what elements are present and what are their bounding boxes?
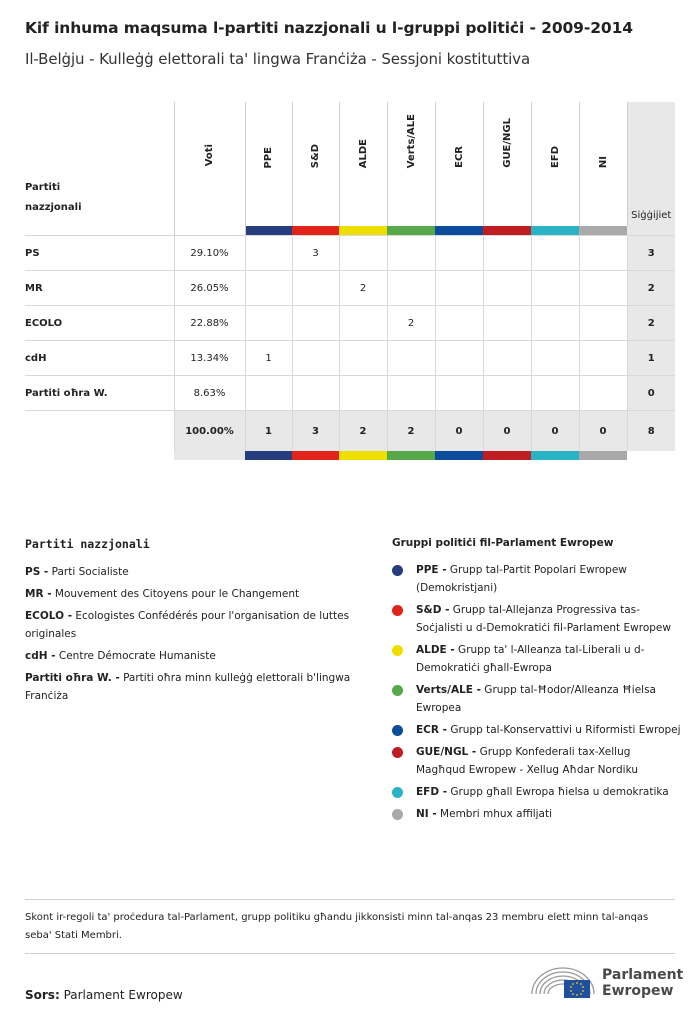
group-header-alde	[339, 102, 387, 226]
divider	[25, 899, 675, 900]
seat-cell	[579, 341, 627, 376]
votes-cell: 29.10%	[174, 236, 245, 271]
seat-cell	[292, 271, 339, 306]
group-fullname: Grupp għall Ewropa ħielsa u demokratika	[447, 786, 669, 798]
party-legend-item	[25, 607, 360, 643]
group-color-bar	[531, 226, 579, 236]
group-abbr: EFD -	[416, 786, 448, 798]
party-legend-heading: Partiti nazzjonali	[25, 537, 150, 551]
seat-cell	[339, 376, 387, 411]
group-label: Verts/ALE	[405, 113, 417, 168]
logo-wordmark	[602, 967, 683, 999]
source-value: Parlament Ewropew	[59, 988, 183, 1002]
table-row	[25, 341, 675, 376]
party-legend-item	[25, 585, 360, 603]
seat-cell	[579, 306, 627, 341]
party-abbr: PS -	[25, 566, 49, 578]
page-title: Kif inhuma maqsuma l-partiti nazzjonali u l-gruppi politiċi - 2009-2014	[25, 19, 633, 37]
party-abbr: Partiti oħra W. -	[25, 672, 120, 684]
group-abbr: ALDE -	[416, 644, 455, 656]
group-fullname: Grupp Konfederali tax-Xellug Magħqud Ewropew - Xellug Aħdar Nordiku	[416, 746, 638, 776]
group-label: NI	[597, 155, 609, 168]
group-fullname: Membri mhux affiljati	[436, 808, 553, 820]
party-legend-item	[25, 647, 360, 665]
group-legend-heading: Gruppi politiċi fil-Parlament Ewropew	[392, 537, 614, 549]
group-fullname: Grupp tal-Allejanza Progressiva tas-Soċjalisti u d-Demokratiċi fil-Parlament Ewropew	[416, 604, 671, 634]
group-legend-item	[392, 681, 682, 717]
table-row	[25, 236, 675, 271]
group-color-bar	[579, 226, 627, 236]
total-cell: 0	[531, 411, 579, 452]
footnote: Skont ir-regoli ta' proċedura tal-Parlament, grupp politiku għandu jikkonsisti minn tal-anqas 23 membru elett minn tal-anqas seba' Stati Membri.	[25, 912, 649, 941]
group-abbr: GUE/NGL -	[416, 746, 477, 758]
group-color-bar	[435, 451, 483, 460]
european-parliament-logo	[530, 962, 684, 1002]
party-fullname: Parti Socialiste	[48, 566, 129, 578]
page-subtitle: Il-Belġju - Kulleġġ elettorali ta' lingwa Franċiża - Sessjoni kostituttiva	[25, 50, 531, 68]
seat-cell	[531, 306, 579, 341]
seats-column-header	[627, 102, 675, 226]
group-header-gue-ngl	[483, 102, 531, 226]
party-fullname: Centre Démocrate Humaniste	[55, 650, 216, 662]
seat-cell	[435, 341, 483, 376]
source-label: Sors:	[25, 988, 60, 1002]
seat-cell	[387, 341, 435, 376]
group-color-dot	[392, 747, 403, 758]
group-label: EFD	[549, 146, 561, 168]
group-fullname: Grupp ta' l-Alleanza tal-Liberali u d-Demokratiċi għall-Ewropa	[416, 644, 645, 674]
group-legend-item	[392, 743, 682, 779]
group-color-bar	[245, 451, 292, 460]
group-color-bar	[483, 226, 531, 236]
group-color-bar	[579, 451, 627, 460]
total-cell: 2	[339, 411, 387, 452]
seat-cell	[339, 306, 387, 341]
seat-cell	[339, 341, 387, 376]
seat-cell	[387, 236, 435, 271]
seat-cell	[435, 236, 483, 271]
group-color-bar	[339, 226, 387, 236]
seat-cell	[339, 236, 387, 271]
seat-cell	[292, 376, 339, 411]
table-row	[25, 376, 675, 411]
bar-spacer	[627, 451, 675, 460]
group-label: ALDE	[357, 138, 369, 168]
party-legend-item	[25, 563, 360, 581]
group-legend-item	[392, 641, 682, 677]
seats-cell: 3	[627, 236, 675, 271]
group-color-bar-row-bottom	[25, 451, 675, 460]
party-header-label: Partiti nazzjonali	[25, 182, 82, 213]
logo-line2: Ewropew	[602, 983, 674, 999]
seat-cell	[531, 236, 579, 271]
table-row	[25, 271, 675, 306]
logo-line1: Parlament	[602, 967, 684, 983]
votes-header-label: Voti	[204, 143, 215, 166]
seat-cell	[483, 306, 531, 341]
votes-cell: 13.34%	[174, 341, 245, 376]
seat-cell	[435, 376, 483, 411]
seat-cell	[245, 236, 292, 271]
total-cell: 0	[579, 411, 627, 452]
group-header-verts-ale	[387, 102, 435, 226]
total-cell: 0	[435, 411, 483, 452]
group-header-efd	[531, 102, 579, 226]
bar-spacer	[25, 226, 174, 236]
group-abbr: PPE -	[416, 564, 447, 576]
group-fullname: Grupp tal-Partit Popolari Ewropew (Demokristjani)	[416, 564, 627, 594]
group-fullname: Grupp tal-Ħodor/Alleanza Ħielsa Ewropea	[416, 684, 656, 714]
seats-cell: 0	[627, 376, 675, 411]
group-color-bar	[387, 226, 435, 236]
group-color-bar	[339, 451, 387, 460]
party-abbr: ECOLO -	[25, 610, 73, 622]
table-row	[25, 306, 675, 341]
party-name: MR	[25, 271, 174, 306]
party-abbr: MR -	[25, 588, 52, 600]
group-color-dot	[392, 565, 403, 576]
group-abbr: S&D -	[416, 604, 450, 616]
party-fullname: Ecologistes Confédérés pour l'organisation de luttes originales	[25, 610, 350, 640]
seat-cell	[483, 376, 531, 411]
divider	[25, 953, 675, 954]
group-legend-item	[392, 783, 682, 801]
group-fullname: Grupp tal-Konservattivi u Riformisti Ewropej	[446, 724, 681, 736]
seat-cell	[245, 271, 292, 306]
group-header-ppe	[245, 102, 292, 226]
group-color-dot	[392, 605, 403, 616]
group-legend-item	[392, 601, 682, 637]
seat-cell	[245, 306, 292, 341]
group-color-dot	[392, 725, 403, 736]
group-legend-item	[392, 721, 682, 739]
seat-cell	[579, 236, 627, 271]
group-color-bar-row	[25, 226, 675, 236]
seat-cell	[483, 236, 531, 271]
party-column-header	[25, 102, 174, 226]
party-name: PS	[25, 236, 174, 271]
bar-spacer	[174, 451, 245, 460]
group-header-ni	[579, 102, 627, 226]
table-header-row	[25, 102, 675, 226]
seat-cell	[579, 271, 627, 306]
bar-spacer	[174, 226, 245, 236]
bar-spacer	[25, 451, 174, 460]
party-name: cdH	[25, 341, 174, 376]
group-color-bar	[292, 451, 339, 460]
seat-cell	[483, 341, 531, 376]
group-label: ECR	[453, 146, 465, 168]
total-cell: 3	[292, 411, 339, 452]
group-color-bar	[435, 226, 483, 236]
total-votes: 100.00%	[174, 411, 245, 452]
total-row	[25, 411, 675, 452]
total-spacer	[25, 411, 174, 452]
seat-cell	[531, 271, 579, 306]
seat-cell	[435, 306, 483, 341]
votes-column-header	[174, 102, 245, 226]
group-color-bar	[245, 226, 292, 236]
group-abbr: ECR -	[416, 724, 447, 736]
group-label: GUE/NGL	[501, 118, 513, 168]
results-table	[25, 102, 675, 460]
total-cell: 2	[387, 411, 435, 452]
party-name: Partiti oħra W.	[25, 376, 174, 411]
seat-cell	[435, 271, 483, 306]
party-legend-item	[25, 669, 360, 705]
european-parliament-logo-icon	[530, 962, 596, 1002]
group-color-bar	[483, 451, 531, 460]
seats-header-label: Siġġijiet	[631, 210, 672, 221]
group-label: S&D	[310, 143, 321, 168]
seat-cell: 1	[245, 341, 292, 376]
party-legend	[25, 537, 360, 709]
group-label: PPE	[263, 146, 274, 168]
seat-cell	[387, 376, 435, 411]
seats-cell: 2	[627, 306, 675, 341]
seat-cell	[387, 271, 435, 306]
group-color-bar	[387, 451, 435, 460]
seat-cell	[531, 376, 579, 411]
total-cell: 1	[245, 411, 292, 452]
group-color-bar	[292, 226, 339, 236]
group-legend	[392, 537, 682, 827]
votes-cell: 26.05%	[174, 271, 245, 306]
seat-cell	[292, 341, 339, 376]
group-legend-item	[392, 561, 682, 597]
total-cell: 0	[483, 411, 531, 452]
group-color-dot	[392, 685, 403, 696]
party-fullname: Mouvement des Citoyens pour le Changement	[51, 588, 300, 600]
seats-cell: 1	[627, 341, 675, 376]
group-header-ecr	[435, 102, 483, 226]
group-color-dot	[392, 645, 403, 656]
bar-spacer	[627, 226, 675, 236]
seat-cell: 2	[387, 306, 435, 341]
votes-cell: 8.63%	[174, 376, 245, 411]
group-color-dot	[392, 787, 403, 798]
total-seats: 8	[627, 411, 675, 452]
seat-cell	[245, 376, 292, 411]
group-legend-item	[392, 805, 682, 823]
group-abbr: NI -	[416, 808, 437, 820]
seat-cell	[531, 341, 579, 376]
votes-cell: 22.88%	[174, 306, 245, 341]
seat-cell	[579, 376, 627, 411]
group-color-bar	[531, 451, 579, 460]
source-line	[25, 988, 183, 1002]
group-header-sd	[292, 102, 339, 226]
seat-cell: 2	[339, 271, 387, 306]
party-name: ECOLO	[25, 306, 174, 341]
party-abbr: cdH -	[25, 650, 56, 662]
seat-cell	[483, 271, 531, 306]
seat-cell	[292, 306, 339, 341]
group-abbr: Verts/ALE -	[416, 684, 481, 696]
seats-cell: 2	[627, 271, 675, 306]
party-fullname: Partiti oħra minn kulleġġ elettorali b'lingwa Franċiża	[25, 672, 351, 702]
group-color-dot	[392, 809, 403, 820]
seat-cell: 3	[292, 236, 339, 271]
